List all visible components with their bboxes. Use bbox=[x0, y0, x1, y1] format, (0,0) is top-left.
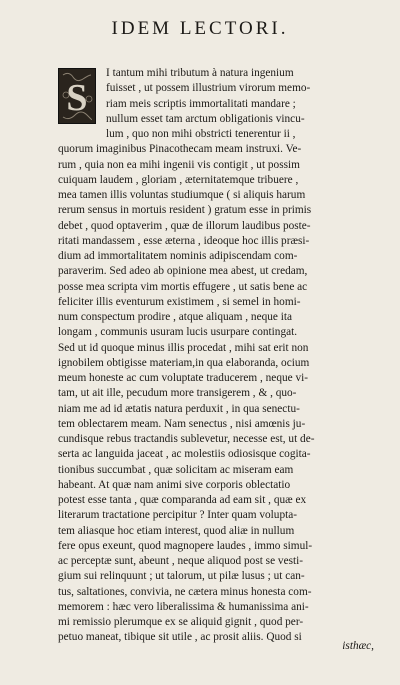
text-line: posse mea scripta vim mortis effugere , ut satis bene ac bbox=[58, 280, 308, 293]
text-line: potest esse tanta , quæ comparanda ad eam sit , quæ ex bbox=[58, 494, 307, 506]
text-line: habeant. At quæ nam animi sive corporis oblectatio bbox=[58, 478, 291, 491]
text-line: rerum sensus in mortuis resident ) gratum esse in primis bbox=[58, 204, 312, 217]
text-line: nullum esset tam arctum obligationis vincu- bbox=[106, 112, 305, 125]
text-line: fere opus exeunt, quod magnopere laudes , immo simul- bbox=[58, 539, 313, 552]
text-line: memorem : hæc vero liberalissima & humanissima ani- bbox=[58, 600, 309, 613]
body-text bbox=[58, 66, 378, 646]
page-heading: IDEM LECTORI. bbox=[111, 18, 289, 39]
text-line: mea tamen illis voluntas studiumque ( si aliquis harum bbox=[58, 189, 306, 201]
text-line: longam , communis usuram lucis usurpare contingat. bbox=[58, 326, 298, 339]
text-line: niam me ad id ætatis natura perduxit , in qua senectu- bbox=[58, 402, 300, 415]
text-line: ignobilem obtigisse materiam,in qua elaboranda, ocium bbox=[58, 356, 310, 369]
text-line: quorum imaginibus Pinacothecam meam instruxi. Ve- bbox=[58, 143, 302, 156]
text-line: ritati mandassem , esse æterna , ideoque hoc illis præsi- bbox=[58, 234, 310, 247]
text-line: meum honeste ac cum voluptate traducerem , neque vi- bbox=[58, 372, 309, 384]
text-line: mi remissio plerumque ex se aliquid gignit , quod per- bbox=[58, 616, 304, 628]
text-line: tionibus succumbat , quæ solicitam ac miseram eam bbox=[58, 463, 294, 476]
text-line: petuo maneat, tibique sit utile , ac prosit aliis. Quod si bbox=[58, 631, 302, 644]
text-line: rum , quia non ea mihi ingenii vis contigit , ut possim bbox=[58, 158, 300, 171]
text-line: num conspectum prodire , atque aliquam , neque ita bbox=[58, 311, 293, 323]
text-line: tus, saltationes, convivia, ne cætera minus honesta com- bbox=[58, 585, 312, 598]
text-line: gium sui relinquunt ; ut talorum, ut pilæ lusus ; ut can- bbox=[58, 570, 305, 583]
drop-cap-letter: S bbox=[66, 77, 88, 119]
text-line: tam, ut ait ille, pecudum more transigerem , & , quo- bbox=[58, 387, 297, 400]
text-line: literarum tractatione percipitur ? Inter quam volupta- bbox=[58, 509, 298, 522]
text-line: tem oblectarem meam. Nam senectus , nisi amœnis ju- bbox=[58, 417, 306, 430]
text-line: Sed ut id quoque minus illis procedat , mihi sat erit non bbox=[58, 341, 309, 354]
text-line: debet , quod optaverim , quæ de illorum laudibus poste- bbox=[58, 219, 311, 232]
text-line: fuisset , ut possem illustrium virorum memo- bbox=[106, 82, 311, 95]
text-line: cundisque rebus tractandis sublevetur, necesse est, ut de- bbox=[58, 433, 315, 445]
text-line: lum , quo non mihi obstricti tenerentur ii , bbox=[106, 128, 296, 140]
catchword: isthæc, bbox=[342, 640, 374, 652]
text-line: I tantum mihi tributum à natura ingenium bbox=[106, 67, 294, 79]
text-line: riam meis scriptis immortalitati mandare ; bbox=[106, 97, 296, 110]
text-line: dium ad immortalitatem nominis adipiscendam com- bbox=[58, 250, 298, 262]
text-line: cuiquam laudem , gloriam , æternitatemque tribuere , bbox=[58, 173, 299, 186]
text-line: paraverim. Sed adeo ab opinione mea abest, ut credam, bbox=[58, 265, 308, 278]
text-line: ac perceptæ sunt, abeunt , neque aliquod post se vesti- bbox=[58, 555, 304, 567]
text-line: serta ac languida jaceat , ac molestiis odiosisque cogita- bbox=[58, 448, 311, 461]
text-line: feliciter illis eventurum existimem , si semel in homi- bbox=[58, 295, 301, 308]
text-line: tem aliasque hoc etiam interest, quod aliæ in nullum bbox=[58, 524, 295, 537]
